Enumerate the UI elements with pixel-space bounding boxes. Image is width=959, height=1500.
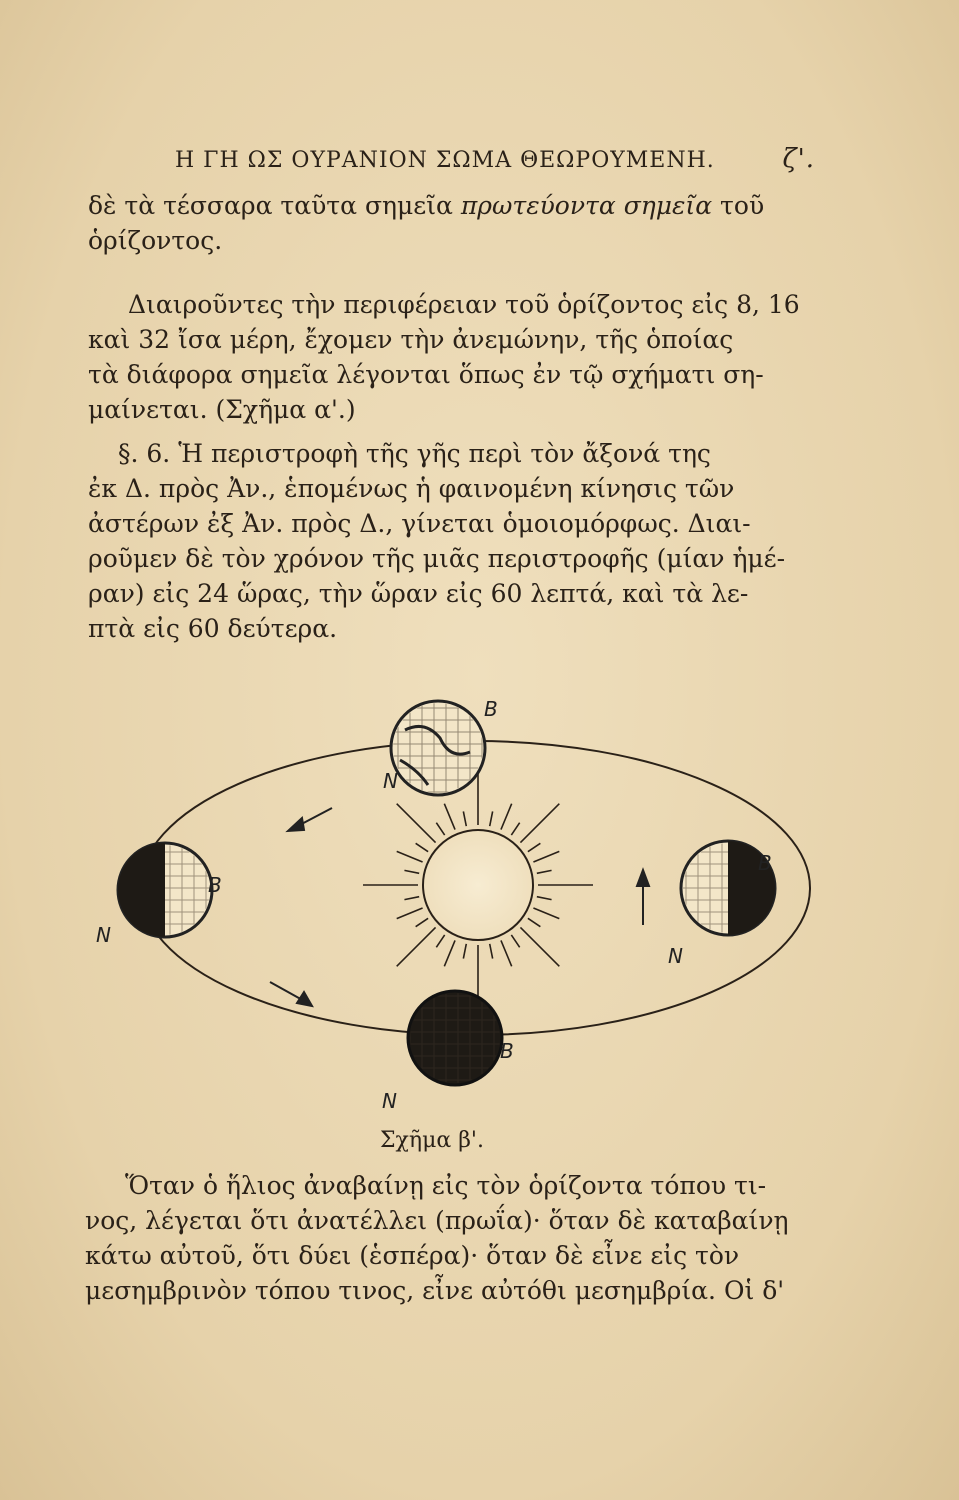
sun-ray [416,843,428,851]
sun-ray [501,940,512,966]
sun-ray [511,935,519,947]
sun-ray [528,843,540,851]
arrow-bottom-left [270,982,312,1006]
figure-caption: Σχῆμα β'. [380,1128,484,1153]
sun-ray [511,823,519,835]
sun [423,830,533,940]
sun-ray [404,870,419,873]
text-line: μεσημβρινὸν τόπου τινος, εἶνε αὐτόθι μεσημβρία. Οἱ δ' [85,1276,785,1305]
text-line: κάτω αὐτοῦ, ὅτι δύει (ἑσπέρα)· ὅταν δὲ εἶνε εἰς τὸν [85,1241,740,1270]
sun-ray [397,908,423,919]
sun-ray [404,897,419,900]
earth-top [391,701,485,795]
sun-ray [528,918,540,926]
label-bottom-N: N [382,1089,397,1113]
sun-ray [436,823,444,835]
sun-ray [463,944,466,959]
earth-bottom [408,991,502,1085]
sun-ray [537,897,552,900]
sun-ray [533,908,559,919]
sun-ray [397,804,436,843]
arrow-right-up [637,870,649,925]
text-line: ὁρίζοντος. [88,226,223,255]
text-line: πτὰ εἰς 60 δεύτερα. [88,614,338,643]
text-line: ἀστέρων ἐξ Ἀν. πρὸς Δ., γίνεται ὁμοιομόρφως. Διαι- [88,509,751,538]
text-line: τὰ διάφορα σημεῖα λέγονται ὅπως ἐν τῷ σχήματι ση- [88,360,764,389]
label-top-N: N [383,769,398,793]
text-line: Ὅταν ὁ ἥλιος ἀναβαίνῃ εἰς τὸν ὁρίζοντα τόπου τι- [125,1171,767,1200]
text-line: μαίνεται. (Σχῆμα α'.) [88,395,356,424]
paragraph-2 [88,287,800,427]
text-line: ροῦμεν δὲ τὸν χρόνον τῆς μιᾶς περιστροφῆς (μίαν ἡμέ- [88,544,786,573]
sun-ray [490,811,493,826]
sun-ray [397,851,423,862]
text-line: καὶ 32 ἴσα μέρη, ἔχομεν τὴν ἀνεμώνην, τῆς ὁποίας [88,325,734,354]
text-line: Διαιροῦντες τὴν περιφέρειαν τοῦ ὁρίζοντος εἰς 8, 16 [128,290,800,319]
sun-ray [501,804,512,830]
running-header [175,144,815,174]
label-left-N: N [96,923,111,947]
label-top-B: B [484,697,498,721]
label-left-B: B [208,873,222,897]
earth-orbit-figure [80,690,880,1130]
label-right-N: N [668,944,683,968]
paragraph-1 [88,188,764,258]
italic-term: πρωτεύοντα σημεῖα [460,191,713,220]
sun-ray [444,940,455,966]
sun-ray [520,804,559,843]
sun-ray [397,927,436,966]
earth-left [118,843,212,937]
text-line: νος, λέγεται ὅτι ἀνατέλλει (πρωΐα)· ὅταν δὲ καταβαίνῃ [85,1206,789,1235]
sun-ray [463,811,466,826]
sun-ray [416,918,428,926]
paragraph-3 [88,436,785,646]
text-line: ἐκ Δ. πρὸς Ἀν., ἑπομένως ἡ φαινομένη κίνησις τῶν [88,474,735,503]
page-number: ζ'. [782,144,815,174]
sun-ray [520,927,559,966]
sun-ray [436,935,444,947]
label-bottom-B: B [500,1039,514,1063]
header-title: Η ΓΗ ΩΣ ΟΥΡΑΝΙΟΝ ΣΩΜΑ ΘΕΩΡΟΥΜΕΝΗ. [175,148,715,173]
text-line: ραν) εἰς 24 ὥρας, τὴν ὥραν εἰς 60 λεπτά, καὶ τὰ λε- [88,579,749,608]
sun-ray [533,851,559,862]
sun-ray [537,870,552,873]
label-right-B: B [758,851,772,875]
sun-ray [444,804,455,830]
sun-ray [490,944,493,959]
text-line: δὲ τὰ τέσσαρα ταῦτα σημεῖα πρωτεύοντα σημεῖα τοῦ [88,191,765,220]
paragraph-4 [85,1168,789,1308]
arrow-top-left [288,808,332,831]
section-heading-line: §. 6. Ἡ περιστροφὴ τῆς γῆς περὶ τὸν ἄξονά της [118,439,711,468]
